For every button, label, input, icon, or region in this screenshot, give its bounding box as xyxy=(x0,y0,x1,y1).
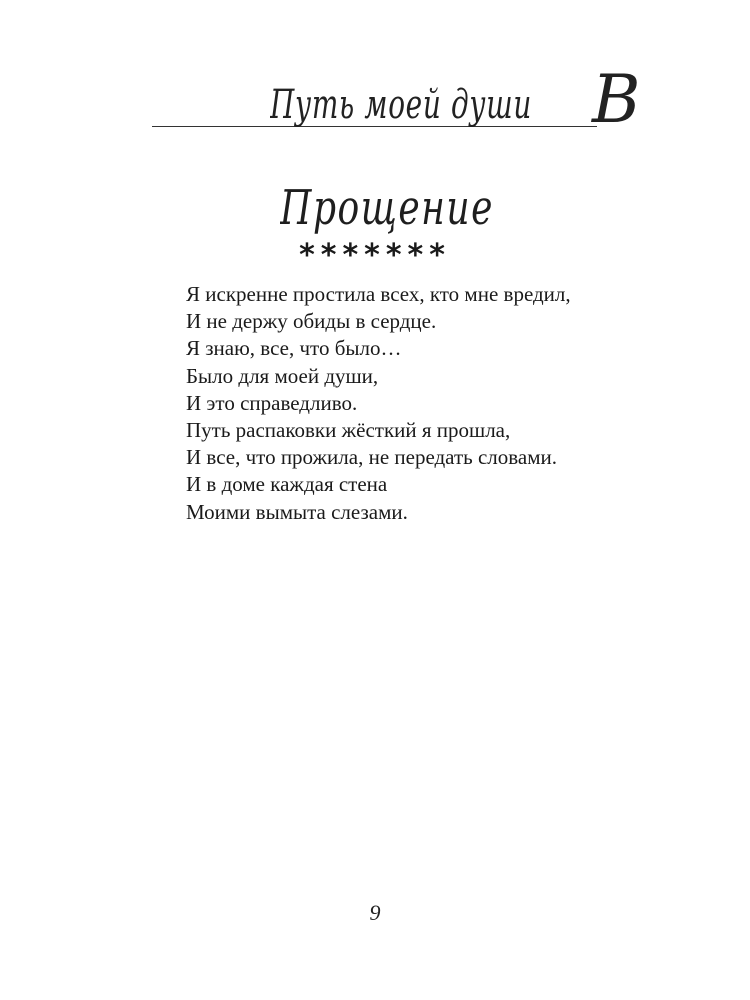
running-title-text: Путь моей души xyxy=(270,82,532,128)
book-letter xyxy=(588,62,638,137)
poem-line: И это справедливо. xyxy=(186,390,358,415)
ornament-stars: ******* xyxy=(299,238,451,273)
poem-body xyxy=(186,281,646,526)
poem-line: Моими вымыта слезами. xyxy=(186,499,408,524)
poem-line: И в доме каждая стена xyxy=(186,472,388,497)
poem-line: Было для моей души, xyxy=(186,363,379,388)
running-title xyxy=(270,74,540,134)
poem-line: И не держу обиды в сердце. xyxy=(186,309,437,334)
poem-title-text: Прощение xyxy=(280,180,494,236)
poem-line: Путь распаковки жёсткий я прошла, xyxy=(186,418,511,443)
poem-line: Я знаю, все, что было… xyxy=(186,336,402,361)
poem-title xyxy=(280,172,500,246)
poem-line: Я искренне простила всех, кто мне вредил, xyxy=(186,282,571,306)
page-number: 9 xyxy=(369,900,381,925)
poem-line: И все, что прожила, не передать словами. xyxy=(186,445,557,470)
book-letter-text: В xyxy=(592,62,638,137)
